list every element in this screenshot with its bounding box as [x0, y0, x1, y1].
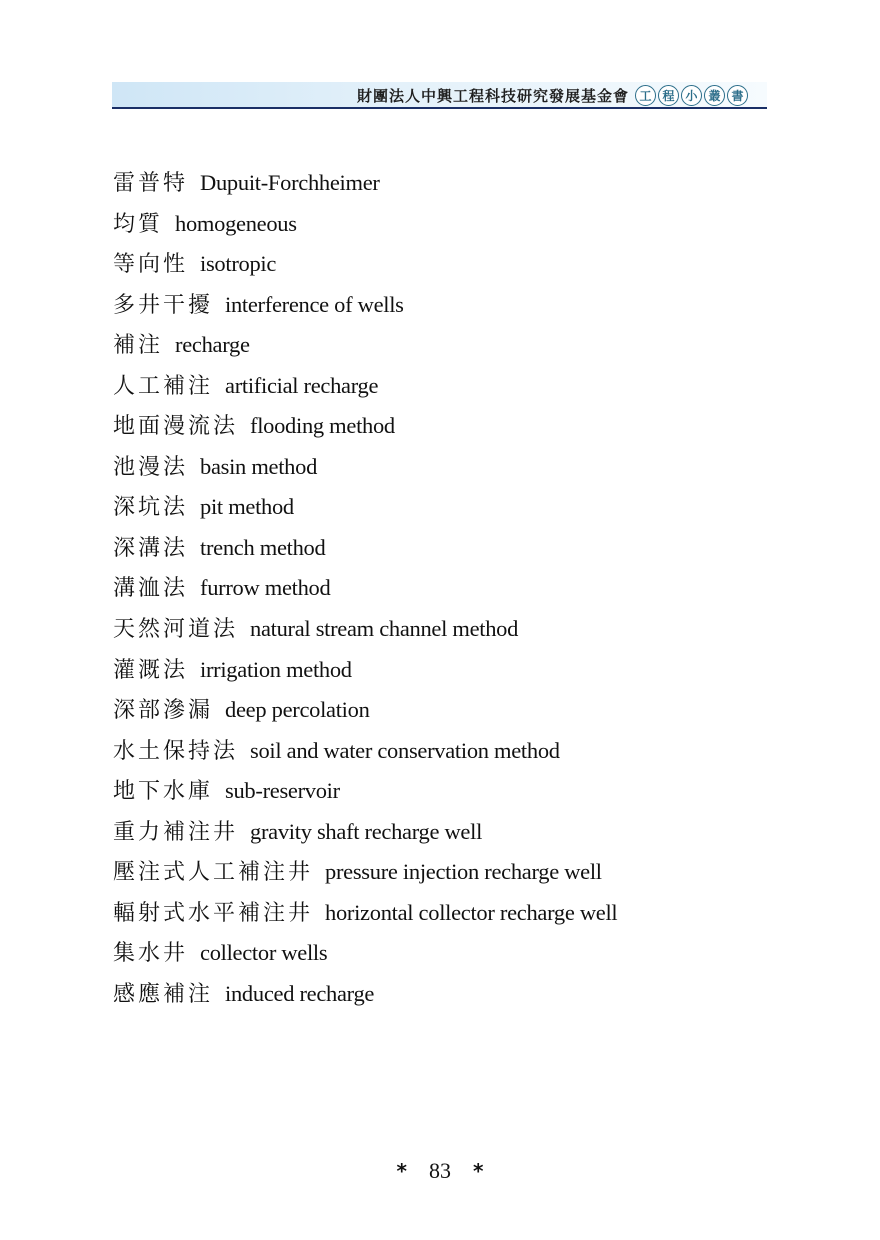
glossary-entry — [113, 407, 617, 448]
glossary-entry — [113, 245, 617, 286]
glossary-entry — [113, 813, 617, 854]
term-english: pressure injection recharge well — [325, 859, 602, 885]
term-chinese: 深坑法 — [113, 495, 189, 521]
term-english: homogeneous — [175, 210, 297, 236]
glossary-entry — [113, 286, 617, 327]
term-chinese: 補注 — [113, 333, 164, 359]
term-english: collector wells — [200, 940, 328, 966]
asterisk-ornament-left: * — [396, 1159, 407, 1183]
glossary-entry — [113, 651, 617, 692]
term-chinese: 地面漫流法 — [113, 414, 239, 440]
glossary-entry — [113, 367, 617, 408]
term-english: Dupuit-Forchheimer — [200, 170, 380, 195]
series-char: 程 — [658, 85, 679, 106]
term-english: recharge — [175, 332, 250, 358]
glossary-entry — [113, 691, 617, 732]
term-english: trench method — [200, 534, 326, 560]
foundation-name: 財團法人中興工程科技研究發展基金會 — [356, 86, 629, 105]
glossary-entry — [113, 732, 617, 773]
term-chinese: 水土保持法 — [113, 738, 239, 764]
term-chinese: 重力補注井 — [113, 819, 239, 845]
term-english: flooding method — [250, 413, 395, 439]
term-chinese: 雷普特 — [113, 171, 189, 196]
glossary-entry — [113, 326, 617, 367]
term-english: furrow method — [200, 575, 331, 601]
page-footer — [0, 1158, 880, 1184]
term-english: irrigation method — [200, 656, 352, 682]
term-chinese: 深溝法 — [113, 535, 189, 561]
term-chinese: 池漫法 — [113, 454, 189, 480]
glossary-entry — [113, 934, 617, 975]
term-chinese: 溝洫法 — [113, 576, 189, 602]
page-number: 83 — [429, 1158, 451, 1183]
term-english: isotropic — [200, 251, 277, 277]
running-header — [357, 84, 748, 106]
series-title — [635, 85, 748, 106]
term-english: soil and water conservation method — [250, 737, 560, 763]
series-char: 小 — [681, 85, 702, 106]
term-chinese: 灌溉法 — [113, 657, 189, 683]
term-chinese: 壓注式人工補注井 — [113, 860, 314, 886]
glossary-entry — [113, 610, 617, 651]
term-english: horizontal collector recharge well — [325, 899, 618, 925]
term-chinese: 集水井 — [113, 941, 189, 967]
series-char: 工 — [635, 85, 656, 106]
asterisk-ornament-right: * — [473, 1159, 484, 1183]
glossary-entry — [113, 448, 617, 489]
term-chinese: 輻射式水平補注井 — [113, 900, 314, 926]
term-chinese: 人工補注 — [113, 373, 214, 399]
term-english: gravity shaft recharge well — [250, 818, 483, 844]
term-english: interference of wells — [225, 291, 404, 317]
series-char: 書 — [727, 85, 748, 106]
term-chinese: 感應補注 — [113, 981, 214, 1007]
term-english: induced recharge — [225, 980, 375, 1006]
glossary-entry — [113, 772, 617, 813]
term-chinese: 均質 — [113, 211, 164, 237]
term-chinese: 天然河道法 — [113, 617, 239, 643]
term-chinese: 多井干擾 — [113, 292, 214, 318]
series-char: 叢 — [704, 85, 725, 106]
term-chinese: 深部滲漏 — [113, 698, 214, 724]
term-english: artificial recharge — [225, 372, 379, 398]
term-chinese: 等向性 — [113, 252, 189, 278]
term-english: basin method — [200, 453, 318, 479]
term-english: natural stream channel method — [250, 616, 519, 642]
glossary-entry — [113, 164, 617, 205]
glossary-entry — [113, 205, 617, 246]
glossary-entry — [113, 529, 617, 570]
glossary-list — [113, 164, 617, 1015]
term-chinese: 地下水庫 — [113, 779, 214, 805]
glossary-entry — [113, 894, 617, 935]
glossary-entry — [113, 569, 617, 610]
header-rule — [112, 107, 767, 109]
term-english: sub-reservoir — [225, 778, 340, 804]
glossary-entry — [113, 853, 617, 894]
term-english: pit method — [200, 494, 294, 520]
glossary-entry — [113, 975, 617, 1016]
glossary-entry — [113, 488, 617, 529]
term-english: deep percolation — [225, 697, 370, 723]
